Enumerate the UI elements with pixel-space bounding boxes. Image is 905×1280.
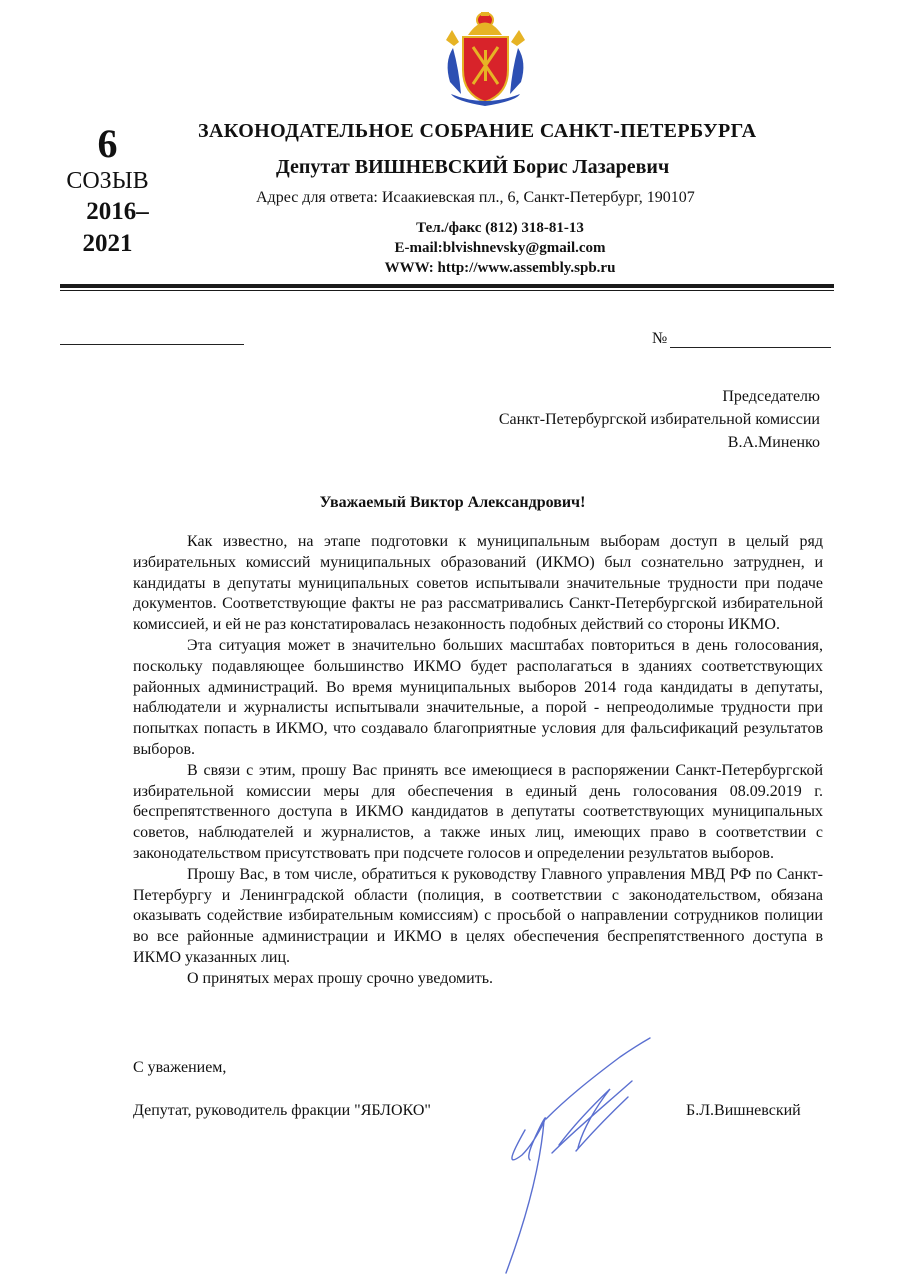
convocation-years-start: 2016– <box>86 198 149 225</box>
convocation-label: СОЗЫВ <box>66 168 149 194</box>
deputy-name: Депутат ВИШНЕВСКИЙ Борис Лазаревич <box>276 156 670 178</box>
document-number-label: № <box>652 330 668 347</box>
body-paragraph: Как известно, на этапе подготовки к муниципальным выборам доступ в целый ряд избирательных комиссий муниципальных образований (ИКМО) был сознательно затруднен, и кандидаты в депутаты муниципальных советов испытывали значительные трудности при подаче документов. Соответствующие факты не раз рассматривались Санкт-Петербургской избирательной комиссией, и ей не раз констатировалась незаконность подобных действий со стороны ИКМО. <box>133 533 823 634</box>
coat-of-arms-emblem <box>443 12 528 107</box>
letter-body <box>133 532 823 990</box>
email-address: E-mail:blvishnevsky@gmail.com <box>394 240 606 256</box>
assembly-title: ЗАКОНОДАТЕЛЬНОЕ СОБРАНИЕ САНКТ-ПЕТЕРБУРГА <box>198 120 757 142</box>
contact-block <box>240 218 760 278</box>
salutation: Уважаемый Виктор Александрович! <box>319 494 586 511</box>
phone-fax: Тел./факс (812) 318-81-13 <box>416 220 584 236</box>
convocation-years-end: 2021 <box>82 230 133 257</box>
body-paragraph: Эта ситуация может в значительно больших масштабах повториться в день голосования, поскольку подавляющее большинство ИКМО будет располагаться в зданиях соответствующих районных администраций. Во время муниципальных выборов 2014 года кандидаты в депутаты, наблюдатели и журналисты испытывали значительные, а порой - непреодолимые трудности при попытках попасть в ИКМО, что создавало благоприятные условия для фальсификаций результатов выборов. <box>133 636 823 758</box>
letterhead-divider-thin <box>60 290 834 291</box>
recipient-block <box>400 385 820 454</box>
convocation-number: 6 <box>97 121 118 166</box>
body-paragraph: О принятых мерах прошу срочно уведомить. <box>187 969 494 987</box>
outgoing-date-blank <box>60 344 244 345</box>
website-address: WWW: http://www.assembly.spb.ru <box>384 260 616 276</box>
body-paragraph: В связи с этим, прошу Вас принять все имеющиеся в распоряжении Санкт-Петербургской избирательной комиссии меры для обеспечения в единый день голосования 08.09.2019 г. беспрепятственного доступа в ИКМО кандидатов в депутаты соответствующих муниципальных советов, наблюдателей и журналистов, а также иных лиц, имеющих право в соответствии с законодательством присутствовать при подсчете голосов и определении результатов выборов. <box>133 761 823 862</box>
recipient-title: Председателю <box>722 388 820 405</box>
letterhead-divider-thick <box>60 284 834 288</box>
signatory-role: Депутат, руководитель фракции "ЯБЛОКО" <box>133 1102 431 1119</box>
recipient-organization: Санкт-Петербургской избирательной комиссии <box>498 411 820 428</box>
body-paragraph: Прошу Вас, в том числе, обратиться к руководству Главного управления МВД РФ по Санкт-Петербургу и Ленинградской области (полиция, в соответствии с законодательством, обязана оказывать содействие избирательным комиссиям) с просьбой о направлении сотрудников полиции во все районные администрации и ИКМО в целях обеспечения беспрепятственного доступа в ИКМО указанных лиц. <box>133 865 823 966</box>
closing-phrase: С уважением, <box>133 1059 227 1076</box>
reply-address: Адрес для ответа: Исаакиевская пл., 6, Санкт-Петербург, 190107 <box>256 189 695 206</box>
signatory-name: Б.Л.Вишневский <box>686 1102 801 1119</box>
handwritten-signature <box>470 1035 660 1275</box>
recipient-name: В.А.Миненко <box>727 434 820 451</box>
document-number-blank <box>670 347 831 348</box>
